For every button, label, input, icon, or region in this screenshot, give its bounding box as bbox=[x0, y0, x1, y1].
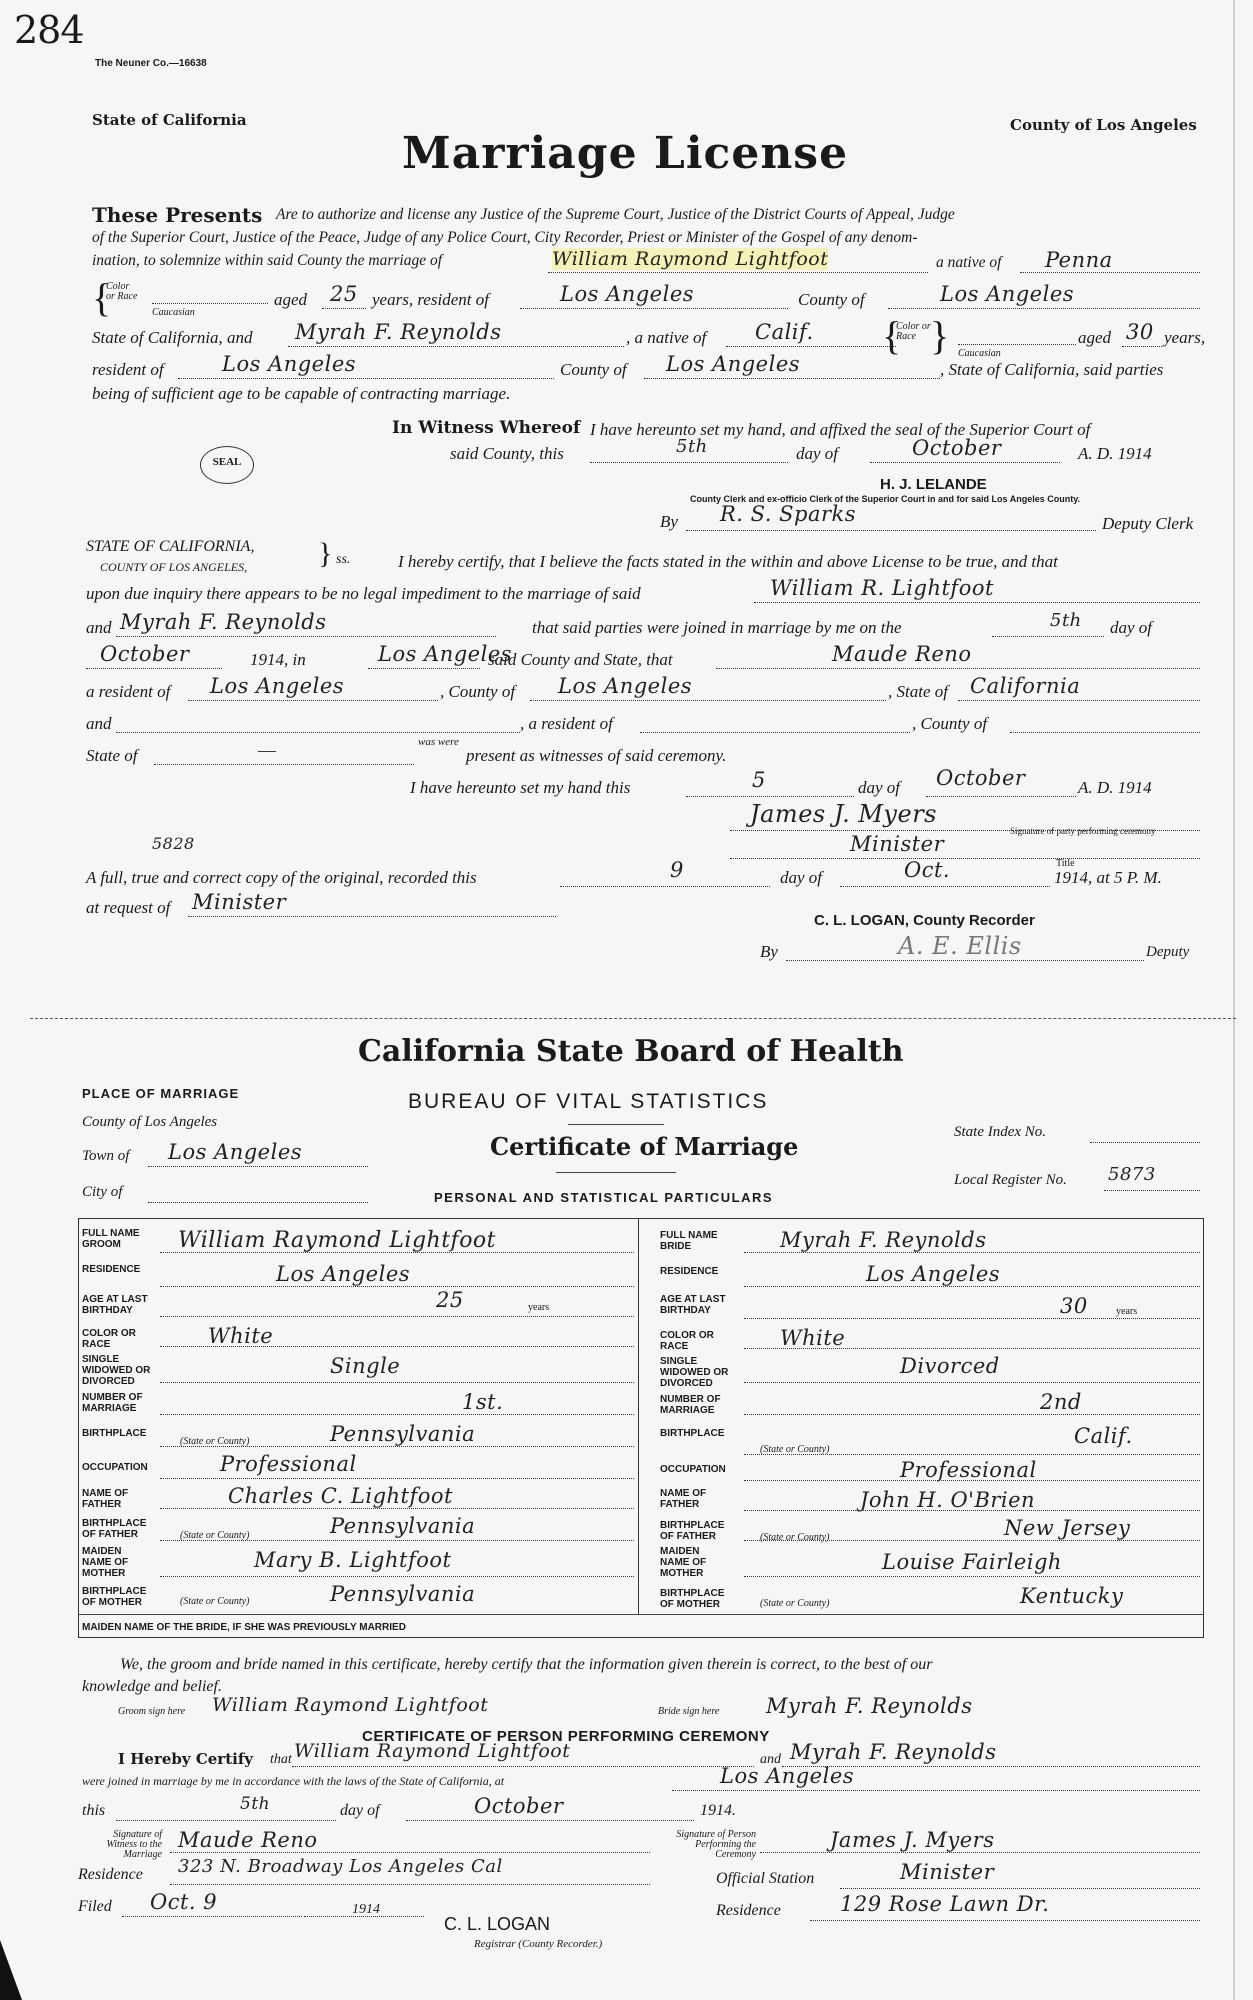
cert-county: COUNTY OF LOS ANGELES, bbox=[100, 560, 248, 574]
witness-signature: Maude Reno bbox=[178, 1828, 318, 1852]
town-label: Town of bbox=[82, 1148, 130, 1164]
performer-residence-label: Residence bbox=[716, 1902, 781, 1919]
health-county: County of Los Angeles bbox=[82, 1114, 218, 1130]
performer-cert-title: CERTIFICATE OF PERSON PERFORMING CEREMONY bbox=[362, 1728, 770, 1745]
cert-resident-of2: , a resident of bbox=[520, 714, 613, 733]
bride-age-handwritten: 30 bbox=[1126, 320, 1154, 344]
groom-mother-bp-value: Pennsylvania bbox=[330, 1582, 476, 1606]
county-label: County of Los Angeles bbox=[1010, 116, 1197, 134]
presents-lead: These Presents bbox=[92, 203, 263, 227]
bride-age-label: AGE AT LAST BIRTHDAY bbox=[660, 1294, 726, 1316]
bride-mother-label: MAIDEN NAME OF MOTHER bbox=[660, 1546, 707, 1579]
intro-line-2: of the Superior Court, Justice of the Peace, Judge of any Police Court, City Recorder, Priest or Minister of the Gospel of any denom- bbox=[92, 229, 918, 246]
bride-color-race-label: Color or Race bbox=[896, 321, 931, 342]
perf-year: 1914. bbox=[700, 1802, 736, 1819]
cert-state: STATE OF CALIFORNIA, bbox=[86, 538, 255, 555]
state-parties-label: , State of California, said parties bbox=[940, 360, 1164, 379]
title-caption: Title bbox=[1056, 858, 1075, 869]
groom-number-value: 1st. bbox=[462, 1390, 504, 1414]
county-of-label: County of bbox=[798, 290, 865, 309]
cert-groom-handwritten: William R. Lightfoot bbox=[770, 576, 994, 600]
registrar-name: C. L. LOGAN bbox=[444, 1914, 551, 1934]
groom-age-label: AGE AT LAST BIRTHDAY bbox=[82, 1294, 148, 1316]
groom-occupation-value: Professional bbox=[220, 1452, 357, 1476]
bride-county-handwritten: Los Angeles bbox=[666, 352, 801, 376]
groom-color-label: COLOR OR RACE bbox=[82, 1328, 136, 1350]
present-witnesses-text: present as witnesses of said ceremony. bbox=[466, 746, 727, 765]
residence-label: Residence bbox=[78, 1866, 143, 1883]
binding-line bbox=[1233, 0, 1235, 2000]
bride-birthplace-caption: (State or County) bbox=[760, 1444, 830, 1455]
perf-bride-handwritten: Myrah F. Reynolds bbox=[790, 1740, 997, 1764]
bride-mother-bp-caption: (State or County) bbox=[760, 1598, 830, 1609]
record-number: 5828 bbox=[152, 834, 195, 853]
groom-fullname-label: FULL NAME GROOM bbox=[82, 1228, 140, 1250]
cert-joined-text: that said parties were joined in marriage by me on the bbox=[532, 618, 902, 637]
state-index-label: State Index No. bbox=[954, 1124, 1047, 1140]
performer-signature: James J. Myers bbox=[830, 1828, 995, 1852]
cert-witness1-handwritten: Maude Reno bbox=[832, 642, 972, 666]
bride-status-value: Divorced bbox=[900, 1354, 1000, 1378]
issue-day-of-label: day of bbox=[796, 444, 839, 463]
cert-bride-handwritten: Myrah F. Reynolds bbox=[120, 610, 327, 634]
maiden-name-label: MAIDEN NAME OF THE BRIDE, IF SHE WAS PREVIOUSLY MARRIED bbox=[82, 1622, 406, 1633]
groom-birthplace-value: Pennsylvania bbox=[330, 1422, 476, 1446]
perf-and-label: and bbox=[760, 1752, 781, 1767]
signature-caption: Signature of party performing ceremony bbox=[1010, 826, 1156, 836]
officiant-signature: James J. Myers bbox=[750, 800, 937, 828]
caucasian-label: Caucasian bbox=[152, 307, 195, 318]
deputy2-label: Deputy bbox=[1146, 944, 1190, 960]
recorded-month-handwritten: Oct. bbox=[904, 858, 951, 882]
deputy-clerk-label: Deputy Clerk bbox=[1102, 514, 1194, 533]
bride-mother-bp-value: Kentucky bbox=[1020, 1584, 1124, 1608]
intro-line-1: Are to authorize and license any Justice of the Supreme Court, Justice of the District Courts of Appeal, Judge bbox=[276, 206, 955, 223]
groom-father-bp-value: Pennsylvania bbox=[330, 1514, 476, 1538]
copy-text: A full, true and correct copy of the original, recorded this bbox=[86, 868, 477, 887]
by-label: By bbox=[660, 512, 678, 531]
groom-age-handwritten: 25 bbox=[330, 282, 358, 306]
bride-native-handwritten: Calif. bbox=[755, 320, 814, 344]
filed-date: Oct. 9 bbox=[150, 1890, 218, 1914]
city-label: City of bbox=[82, 1184, 123, 1200]
cert-month-handwritten: October bbox=[100, 642, 190, 666]
groom-native-handwritten: Penna bbox=[1045, 248, 1113, 272]
perf-joined-text: were joined in marriage by me in accordance with the laws of the State of California, at bbox=[82, 1774, 505, 1788]
performer-residence-value: 129 Rose Lawn Dr. bbox=[840, 1892, 1050, 1916]
cert-and2: and bbox=[86, 714, 112, 733]
hand-day-of-label: day of bbox=[858, 778, 901, 797]
bride-residence-label: RESIDENCE bbox=[660, 1266, 719, 1277]
recorder-name: C. L. LOGAN, County Recorder bbox=[814, 912, 1035, 929]
hereby-certify-lead: I Hereby Certify bbox=[118, 1750, 254, 1768]
recorded-year: 1914, at 5 P. M. bbox=[1054, 868, 1162, 887]
color-race-label: Color or Race bbox=[106, 281, 138, 302]
groom-fullname-handwritten: William Raymond Lightfoot bbox=[178, 1228, 497, 1253]
bride-county-label: County of bbox=[560, 360, 627, 379]
filed-year: 1914 bbox=[352, 1902, 380, 1917]
cert-and-label: and bbox=[86, 618, 112, 637]
groom-father-value: Charles C. Lightfoot bbox=[228, 1484, 453, 1508]
cert-day-handwritten: 5th bbox=[1050, 610, 1082, 631]
groom-county-handwritten: Los Angeles bbox=[940, 282, 1075, 306]
bride-signature: Myrah F. Reynolds bbox=[766, 1694, 973, 1718]
particulars-table bbox=[78, 1218, 1204, 1638]
health-cert-text-1: We, the groom and bride named in this certificate, hereby certify that the information given therein is correct, to the best of our bbox=[120, 1656, 933, 1673]
state-label: State of California bbox=[92, 111, 247, 129]
bride-father-bp-caption: (State or County) bbox=[760, 1532, 830, 1543]
clerk-title: County Clerk and ex-officio Clerk of the Superior Court in and for said Los Angeles County. bbox=[690, 494, 1081, 504]
bride-sign-label: Bride sign here bbox=[658, 1706, 720, 1717]
groom-mother-label: MAIDEN NAME OF MOTHER bbox=[82, 1546, 129, 1579]
resident-of-label: resident of bbox=[92, 360, 164, 379]
bride-birthplace-label: BIRTHPLACE bbox=[660, 1428, 725, 1439]
groom-sign-label: Groom sign here bbox=[118, 1706, 186, 1717]
bride-color-value: White bbox=[780, 1326, 846, 1350]
witness-sig-label: Signature of Witness to the Marriage bbox=[106, 1829, 162, 1860]
years-label: years, bbox=[1164, 328, 1206, 347]
bride-name-handwritten: Myrah F. Reynolds bbox=[295, 320, 502, 344]
official-station-label: Official Station bbox=[716, 1870, 815, 1887]
recorded-day-of: day of bbox=[780, 868, 823, 887]
native-of-label: a native of bbox=[936, 254, 1002, 271]
bride-birthplace-value: Calif. bbox=[1074, 1424, 1133, 1448]
bride-number-value: 2nd bbox=[1040, 1390, 1082, 1414]
bride-number-label: NUMBER OF MARRIAGE bbox=[660, 1394, 721, 1416]
clerk-name: H. J. LELANDE bbox=[880, 476, 987, 493]
cert-witness1-county-handwritten: Los Angeles bbox=[558, 674, 693, 698]
issue-month-handwritten: October bbox=[912, 436, 1002, 460]
ss-label: ss. bbox=[336, 552, 351, 567]
license-title: Marriage License bbox=[402, 128, 849, 179]
bride-native-label: , a native of bbox=[626, 328, 707, 347]
bureau-title: BUREAU OF VITAL STATISTICS bbox=[408, 1090, 769, 1113]
was-were-label: was were bbox=[418, 736, 459, 748]
health-cert-text-2: knowledge and belief. bbox=[82, 1678, 222, 1695]
bride-residence-value: Los Angeles bbox=[866, 1262, 1001, 1286]
groom-mother-bp-label: BIRTHPLACE OF MOTHER bbox=[82, 1586, 147, 1608]
bride-caucasian-label: Caucasian bbox=[958, 348, 1001, 359]
groom-age-value: 25 bbox=[436, 1288, 464, 1312]
cert-title: Certificate of Marriage bbox=[490, 1132, 799, 1161]
groom-status-label: SINGLE WIDOWED OR DIVORCED bbox=[82, 1354, 151, 1387]
board-title: California State Board of Health bbox=[358, 1034, 904, 1069]
page-number: 284 bbox=[14, 8, 84, 52]
hand-day-handwritten: 5 bbox=[752, 768, 766, 792]
groom-residence-handwritten: Los Angeles bbox=[560, 282, 695, 306]
groom-mother-value: Mary B. Lightfoot bbox=[254, 1548, 452, 1572]
perf-groom-handwritten: William Raymond Lightfoot bbox=[294, 1740, 571, 1762]
seal-icon: SEAL bbox=[200, 446, 254, 484]
groom-father-label: NAME OF FATHER bbox=[82, 1488, 129, 1510]
by2-label: By bbox=[760, 942, 778, 961]
cert-place-handwritten: Los Angeles bbox=[378, 642, 513, 666]
groom-status-value: Single bbox=[330, 1354, 401, 1378]
aged-label: aged bbox=[274, 290, 308, 309]
bride-color-label: COLOR OR RACE bbox=[660, 1330, 714, 1352]
groom-residence-label: RESIDENCE bbox=[82, 1264, 141, 1275]
witness-residence: 323 N. Broadway Los Angeles Cal bbox=[178, 1856, 503, 1877]
cert-state-dash: — bbox=[258, 740, 276, 760]
groom-residence-value: Los Angeles bbox=[276, 1262, 411, 1286]
bride-status-label: SINGLE WIDOWED OR DIVORCED bbox=[660, 1356, 729, 1389]
groom-occupation-label: OCCUPATION bbox=[82, 1462, 148, 1473]
groom-birthplace-label: BIRTHPLACE bbox=[82, 1428, 147, 1439]
cert-text-2: upon due inquiry there appears to be no legal impediment to the marriage of said bbox=[86, 584, 641, 603]
deputy2-signature: A. E. Ellis bbox=[898, 932, 1022, 960]
groom-father-bp-label: BIRTHPLACE OF FATHER bbox=[82, 1518, 147, 1540]
groom-birthplace-caption: (State or County) bbox=[180, 1436, 250, 1447]
groom-signature: William Raymond Lightfoot bbox=[212, 1694, 489, 1716]
issue-day-handwritten: 5th bbox=[676, 436, 708, 457]
bride-years-label: years bbox=[1116, 1306, 1138, 1317]
bride-father-bp-value: New Jersey bbox=[1004, 1516, 1131, 1540]
local-register-no: 5873 bbox=[1108, 1164, 1156, 1185]
performer-sig-label: Signature of Person Performing the Ceremony bbox=[676, 1829, 756, 1860]
groom-years-label: years bbox=[528, 1302, 550, 1313]
groom-name-handwritten: William Raymond Lightfoot bbox=[552, 248, 829, 270]
bride-fullname-label: FULL NAME BRIDE bbox=[660, 1230, 718, 1252]
town-handwritten: Los Angeles bbox=[168, 1140, 303, 1164]
hand-month-handwritten: October bbox=[936, 766, 1026, 790]
cert-text-1: I hereby certify, that I believe the facts stated in the within and above License to be true, and that bbox=[398, 552, 1058, 571]
filed-label: Filed bbox=[78, 1898, 112, 1915]
bride-occupation-label: OCCUPATION bbox=[660, 1464, 726, 1475]
said-county-this: said County, this bbox=[450, 444, 564, 463]
official-station-value: Minister bbox=[900, 1860, 995, 1884]
at-request-label: at request of bbox=[86, 898, 171, 917]
officiant-title-handwritten: Minister bbox=[850, 832, 945, 856]
sufficient-age-text: being of sufficient age to be capable of contracting marriage. bbox=[92, 384, 511, 403]
state-and-label: State of California, and bbox=[92, 328, 253, 347]
deputy-signature: R. S. Sparks bbox=[720, 502, 857, 526]
cert-state-of: , State of bbox=[888, 682, 948, 701]
witness-lead: In Witness Whereof bbox=[392, 418, 581, 438]
cert-witness1-state-handwritten: California bbox=[970, 674, 1081, 698]
issue-ad-label: A. D. 1914 bbox=[1078, 444, 1152, 463]
bride-residence-handwritten: Los Angeles bbox=[222, 352, 357, 376]
bride-father-bp-label: BIRTHPLACE OF FATHER bbox=[660, 1520, 725, 1542]
recorded-day-handwritten: 9 bbox=[670, 858, 684, 882]
bride-fullname-handwritten: Myrah F. Reynolds bbox=[780, 1228, 987, 1252]
local-register-label: Local Register No. bbox=[954, 1172, 1067, 1188]
page-corner bbox=[0, 1940, 22, 2000]
cert-resident-of: a resident of bbox=[86, 682, 171, 701]
requester-handwritten: Minister bbox=[192, 890, 287, 914]
years-resident-label: years, resident of bbox=[372, 290, 489, 309]
printer-mark: The Neuner Co.—16638 bbox=[95, 58, 207, 69]
groom-father-bp-caption: (State or County) bbox=[180, 1530, 250, 1541]
registrar-caption: Registrar (County Recorder.) bbox=[474, 1938, 603, 1950]
hand-ad-label: A. D. 1914 bbox=[1078, 778, 1152, 797]
bride-occupation-value: Professional bbox=[900, 1458, 1037, 1482]
bride-mother-bp-label: BIRTHPLACE OF MOTHER bbox=[660, 1588, 725, 1610]
hand-this-text: I have hereunto set my hand this bbox=[410, 778, 631, 797]
perf-day-handwritten: 5th bbox=[240, 1794, 271, 1814]
cert-county-of2: , County of bbox=[912, 714, 988, 733]
place-of-marriage-label: PLACE OF MARRIAGE bbox=[82, 1086, 240, 1101]
cert-witness1-res-handwritten: Los Angeles bbox=[210, 674, 345, 698]
perf-this-label: this bbox=[82, 1802, 106, 1819]
bride-aged-label: aged bbox=[1078, 328, 1112, 347]
cert-year-in: 1914, in bbox=[250, 650, 306, 669]
intro-line-3: ination, to solemnize within said County the marriage of bbox=[92, 252, 443, 269]
cert-day-of-label: day of bbox=[1110, 618, 1153, 637]
cert-state-of2: State of bbox=[86, 746, 138, 765]
perf-month-handwritten: October bbox=[474, 1794, 564, 1818]
perf-place-handwritten: Los Angeles bbox=[720, 1764, 855, 1788]
bride-age-value: 30 bbox=[1060, 1294, 1088, 1318]
cert-county-of: , County of bbox=[440, 682, 516, 701]
groom-mother-bp-caption: (State or County) bbox=[180, 1596, 250, 1607]
witness-text: I have hereunto set my hand, and affixed the seal of the Superior Court of bbox=[590, 420, 1091, 439]
that-label: that bbox=[270, 1752, 292, 1767]
bride-father-value: John H. O'Brien bbox=[860, 1488, 1036, 1512]
cert-said-county-text: said County and State, that bbox=[488, 650, 673, 669]
bride-mother-value: Louise Fairleigh bbox=[882, 1550, 1062, 1574]
particulars-title: PERSONAL AND STATISTICAL PARTICULARS bbox=[434, 1190, 774, 1205]
bride-father-label: NAME OF FATHER bbox=[660, 1488, 707, 1510]
groom-color-value: White bbox=[208, 1324, 274, 1348]
document-page: 284 The Neuner Co.—16638 State of California County of Los Angeles Marriage License These Presents Are to authorize and license any Justice of the Supreme Court, Justice of the District Courts of Appeal, Judge of the Superior Court, Justice of the Peace, Judge of any Police Court, City Recorder, Priest or Minister of the Gospel of any denom- ination, to solemnize within said County the marriage of William Raymond Lightfoot a native of Penna { Color or Race Caucasian aged 25 years, resident of Los Angeles County of Los Angeles State of California, and Myrah F. Reynolds , a native of Calif. { Color or Race } Caucasian aged 30 years, resident of Los Angeles County of Los Angeles , State of California, said parties being of sufficient age to be capable of contracting marriage. In Witness Whereof I have hereunto set my hand, and affixed the seal of the Superior Court of said County, this 5th day of October A. D. 1914 SEAL H. J. LELANDE County Clerk and ex-officio Clerk of the Superior Court in and for said Los Angeles County. By R. S. Sparks Deputy Clerk STATE OF CALIFORNIA, COUNTY OF LOS ANGELES, } ss. I hereby certify, that I believe the facts stated in the within and above License to be true, and that upon due inquiry there appears to be no legal impediment to the marriage of said William R. Lightfoot and Myrah F. Reynolds that said parties were joined in marriage by me on the 5th day of October 1914, in Los Angeles said County and State, that Maude Reno a resident of Los Angeles , County of Los Angeles , State of California and , a resident of , County of State of — was were present as witnesses of said ceremony. I have hereunto set my hand this 5 day of October A. D. 1914 James J. Myers Signature of party performing ceremony Minister Title 5828 A full, true and correct copy of the original, recorded this 9 day of Oct. 1914, at 5 P. M. at request of Minister C. L. LOGAN, County Recorder By A. E. Ellis Deputy California State Board of Health BUREAU OF VITAL STATISTICS PLACE OF MARRIAGE County of Los Angeles Town of Los Angeles City of Certificate of Marriage PERSONAL AND STATISTICAL PARTICULARS State Index No. Local Register No. 5873 FULL NAME GROOM William Raymond Lightfoot RESIDENCE Los Angeles AGE AT LAST BIRTHDAY 25 years COLOR OR RACE White SINGLE WIDOWED OR DIVORCED Single NUMBER OF MARRIAGE 1st. BIRTHPLACE (State or County) Pennsylvania OCCUPATION Professional NAME OF FATHER Charles C. Lightfoot BIRTHPLACE OF FATHER (State or County) Pennsylvania MAIDEN NAME OF MOTHER Mary B. Lightfoot BIRTHPLACE OF MOTHER (State or County) Pennsylvania FULL NAME BRIDE Myrah F. Reynolds RESIDENCE Los Angeles AGE AT LAST BIRTHDAY 30 years COLOR OR RACE White SINGLE WIDOWED OR DIVORCED Divorced NUMBER OF MARRIAGE 2nd BIRTHPLACE (State or County) Calif. OCCUPATION Professional NAME OF FATHER John H. O'Brien BIRTHPLACE OF FATHER (State or County) New Jersey MAIDEN NAME OF MOTHER Louise Fairleigh BIRTHPLACE OF MOTHER (State or County) Kentucky MAIDEN NAME OF THE BRIDE, IF SHE WAS PREVIOUSLY MARRIED We, the groom and bride named in this certificate, hereby certify that the information given therein is correct, to the best of our knowledge and belief. Groom sign here William Raymond Lightfoot Bride sign here Myrah F. Reynolds CERTIFICATE OF PERSON PERFORMING CEREMONY I Hereby Certify that William Raymond Lightfoot and Myrah F. Reynolds were joined in marriage by me in accordance with the laws of the State of California, at Los Angeles this 5th day of October 1914. Signature of Witness to the Marriage Maude Reno Signature of Person Performing the Ceremony James J. Myers Residence 323 N. Broadway Los Angeles Cal Official Station Minister Filed Oct. 9 1914 Residence 129 Rose Lawn Dr. C. L. LOGAN Registrar (County Recorder.) bbox=[0, 0, 1253, 2000]
groom-number-label: NUMBER OF MARRIAGE bbox=[82, 1392, 143, 1414]
perf-day-of-label: day of bbox=[340, 1802, 380, 1819]
